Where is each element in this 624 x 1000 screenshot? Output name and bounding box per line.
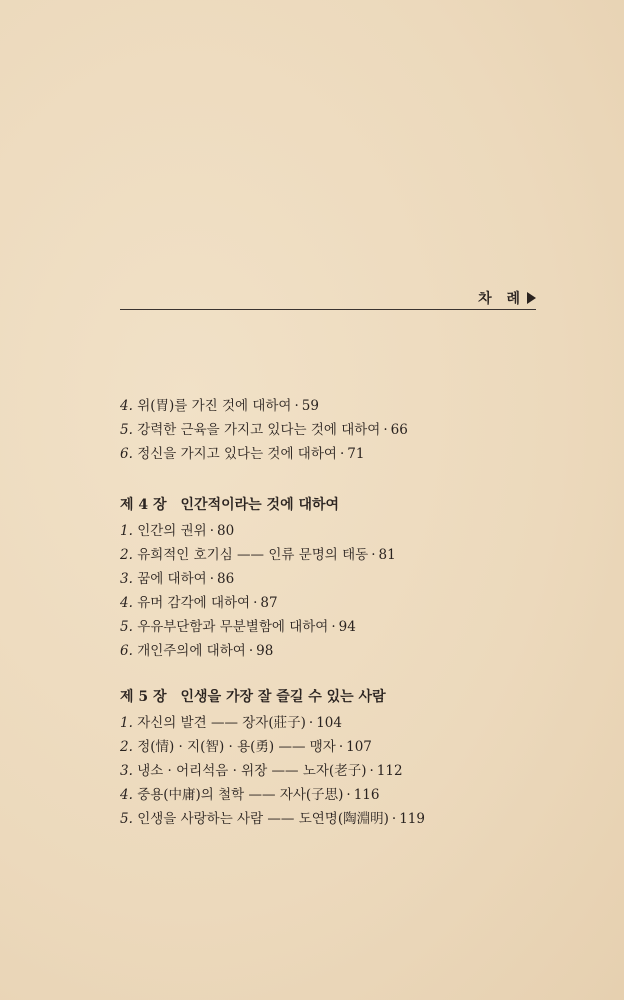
entry-page-number: 86 — [216, 571, 235, 587]
page-separator: · — [369, 763, 374, 779]
page-separator: · — [383, 422, 388, 438]
entry-page-number: 98 — [256, 643, 274, 659]
toc-entry — [120, 760, 560, 784]
entry-number: 1. — [120, 715, 133, 731]
entry-number: 2. — [120, 547, 133, 563]
page-separator: · — [338, 739, 344, 755]
toc-entry — [120, 443, 560, 467]
entry-page-number: 116 — [353, 787, 380, 803]
entry-number: 1. — [120, 523, 133, 539]
entry-title: 강력한 근육을 가지고 있다는 것에 대하여 — [137, 422, 381, 438]
page-separator: · — [308, 715, 314, 731]
entry-title: 위(胃)를 가진 것에 대하여 — [137, 398, 292, 414]
entry-number: 4. — [120, 595, 133, 611]
entry-number: 4. — [120, 787, 133, 803]
toc-entry — [120, 784, 560, 808]
toc-title: 차 례 — [478, 291, 525, 307]
entry-page-number: 81 — [378, 547, 396, 563]
entry-page-number: 71 — [347, 446, 365, 462]
entry-title: 중용(中庸)의 철학 —— 자사(子思) — [137, 787, 344, 803]
entry-title: 인생을 사랑하는 사람 —— 도연명(陶淵明) — [137, 811, 389, 827]
entry-page-number: 107 — [346, 739, 372, 755]
entry-page-number: 94 — [338, 619, 356, 635]
chapter-heading: 제 5 장 인생을 가장 잘 즐길 수 있는 사람 — [120, 689, 386, 705]
toc-entry — [120, 712, 560, 736]
toc-entry — [120, 736, 560, 760]
entry-page-number: 80 — [216, 523, 235, 539]
page-separator: · — [331, 619, 336, 635]
toc-entry — [120, 544, 560, 568]
entry-title: 냉소 · 어리석음 · 위장 —— 노자(老子) — [137, 763, 367, 779]
page-separator: · — [209, 523, 214, 539]
entry-title: 인간의 권위 — [137, 523, 207, 539]
entry-title: 유희적인 호기심 —— 인류 문명의 태동 — [137, 547, 369, 563]
toc-entry — [120, 640, 560, 664]
triangle-marker-icon — [527, 292, 536, 304]
entry-number: 2. — [120, 739, 133, 755]
header-rule — [120, 309, 536, 310]
page-separator: · — [294, 398, 299, 414]
toc-entry — [120, 568, 560, 592]
toc-entry — [120, 395, 560, 419]
page-separator: · — [371, 547, 376, 563]
entry-page-number: 87 — [260, 595, 278, 611]
entry-title: 우유부단함과 무분별함에 대하여 — [137, 619, 329, 635]
entry-title: 유머 감각에 대하여 — [137, 595, 251, 611]
entry-title: 개인주의에 대하여 — [137, 643, 246, 659]
toc-section-chapter-3-continued — [120, 395, 560, 467]
page-separator: · — [346, 787, 351, 803]
toc-entry — [120, 419, 560, 443]
page-separator: · — [339, 446, 345, 462]
toc-section-chapter-4 — [120, 494, 560, 664]
entry-number: 4. — [120, 398, 133, 414]
page-separator: · — [391, 811, 397, 827]
entry-title: 꿈에 대하여 — [137, 571, 207, 587]
entry-number: 6. — [120, 446, 133, 462]
entry-page-number: 112 — [376, 763, 403, 779]
entry-page-number: 59 — [301, 398, 319, 414]
toc-section-chapter-5 — [120, 686, 560, 832]
page-separator: · — [209, 571, 214, 587]
page-separator: · — [253, 595, 258, 611]
entry-title: 자신의 발견 —— 장자(莊子) — [137, 715, 306, 731]
entry-number: 3. — [120, 571, 133, 587]
entry-number: 3. — [120, 763, 133, 779]
entry-number: 5. — [120, 619, 133, 635]
entry-number: 6. — [120, 643, 133, 659]
toc-entry — [120, 808, 560, 832]
entry-number: 5. — [120, 811, 133, 827]
toc-header — [120, 287, 536, 309]
entry-number: 5. — [120, 422, 133, 438]
entry-page-number: 66 — [390, 422, 408, 438]
entry-title: 정(情) · 지(智) · 용(勇) —— 맹자 — [137, 739, 336, 755]
toc-entry — [120, 520, 560, 544]
chapter-heading: 제 4 장 인간적이라는 것에 대하여 — [120, 497, 340, 513]
toc-entry — [120, 616, 560, 640]
entry-page-number: 119 — [399, 811, 425, 827]
entry-title: 정신을 가지고 있다는 것에 대하여 — [137, 446, 337, 462]
toc-entry — [120, 592, 560, 616]
entry-page-number: 104 — [316, 715, 342, 731]
page-separator: · — [248, 643, 254, 659]
